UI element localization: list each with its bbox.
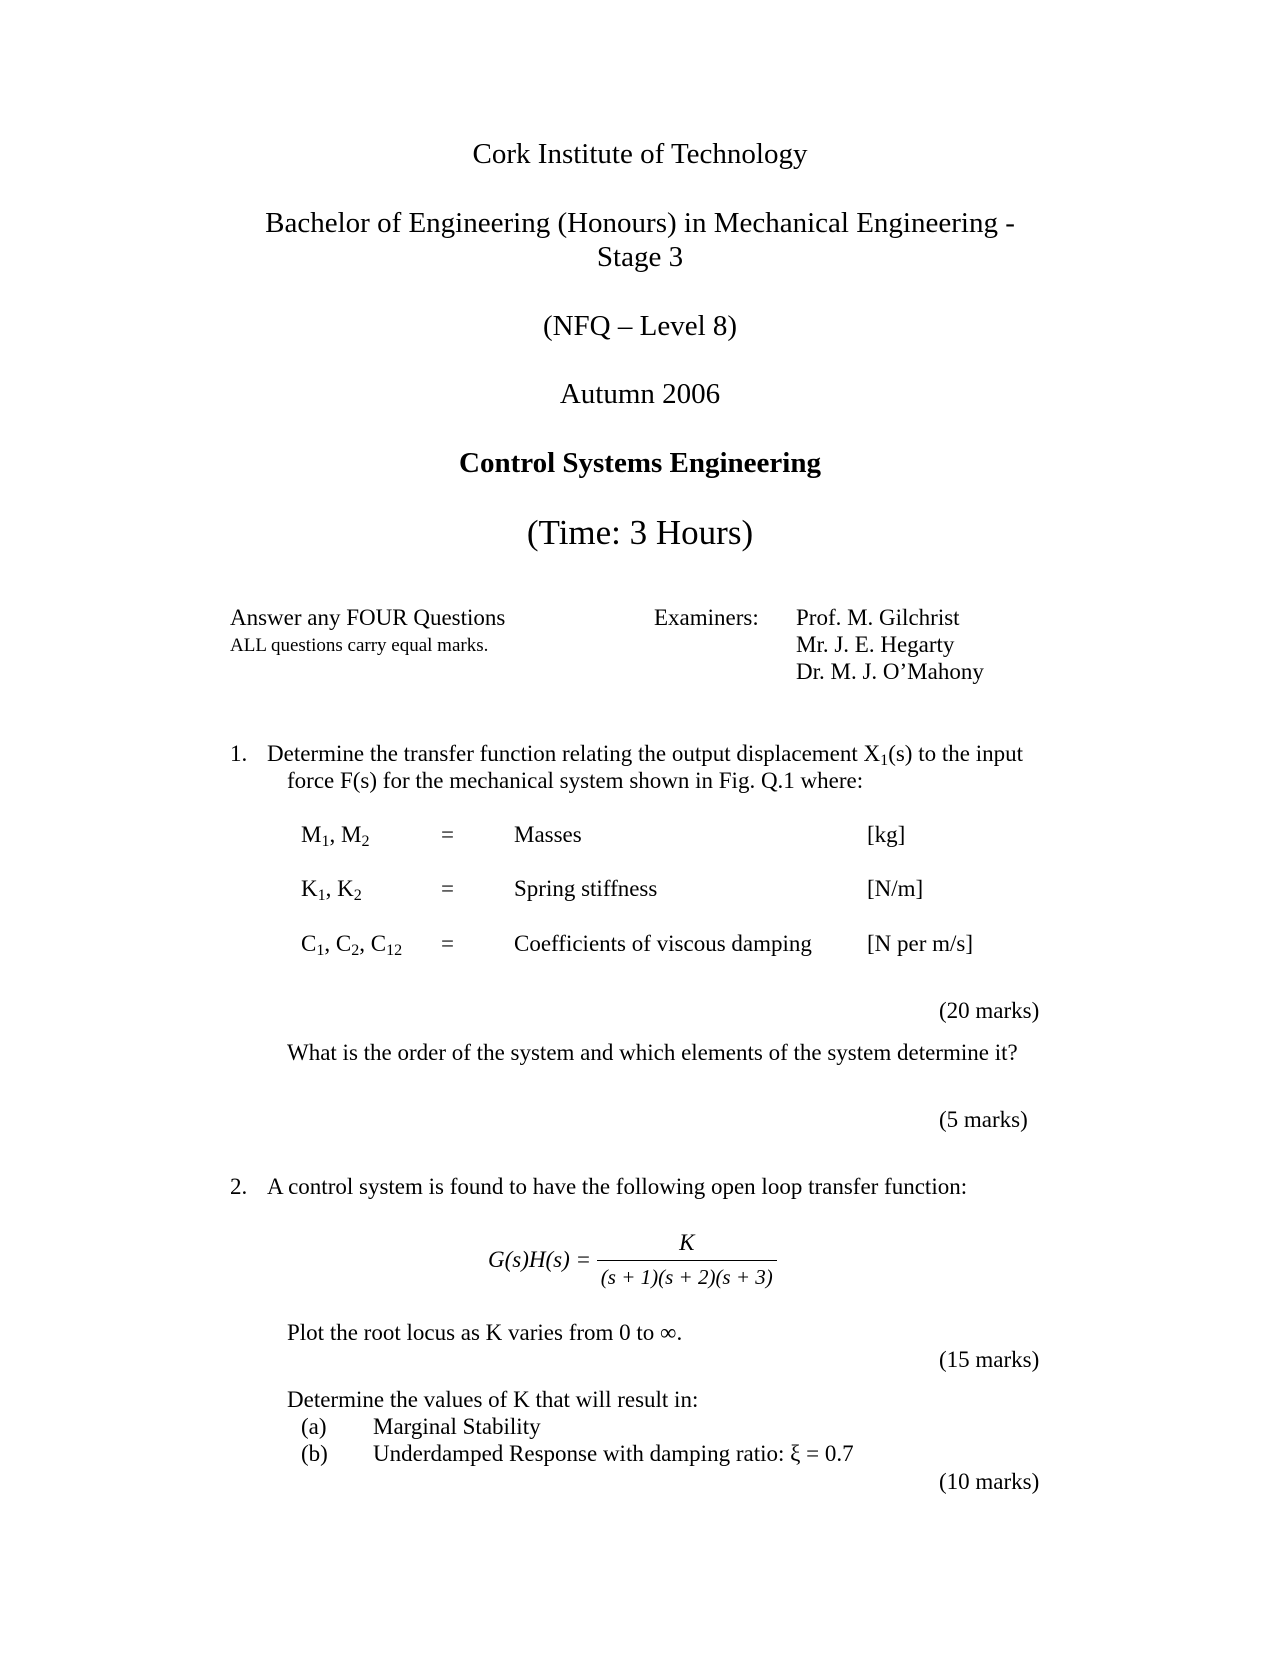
- table-cell-equals: =: [441, 931, 454, 956]
- table-cell-unit: [N per m/s]: [867, 931, 974, 956]
- table-cell-unit: [kg]: [867, 822, 906, 847]
- equation-denominator: (s + 1)(s + 2)(s + 3): [600, 1265, 773, 1289]
- question1-followup: What is the order of the system and which elements of the system determine it?: [287, 1040, 1018, 1065]
- question2-plot-instruction: Plot the root locus as K varies from 0 to ∞.: [287, 1320, 683, 1345]
- examiner-name: Prof. M. Gilchrist: [796, 605, 960, 630]
- part-label: (b): [301, 1441, 328, 1466]
- table-cell-description: Coefficients of viscous damping: [514, 931, 812, 956]
- exam-duration: (Time: 3 Hours): [526, 513, 754, 552]
- table-cell-unit: [N/m]: [867, 876, 924, 901]
- question-number: 2.: [230, 1174, 248, 1199]
- instructions-line1: Answer any FOUR Questions: [230, 605, 506, 630]
- table-cell-equals: =: [441, 876, 454, 901]
- question1-text-line1: Determine the transfer function relating the output displacement $X_1(s)$ to the input: [267, 741, 1023, 770]
- part-text: Marginal Stability: [373, 1414, 541, 1439]
- table-cell-symbol: $K_1$, $K_2$: [301, 876, 362, 905]
- question1-text-line2: force F(s) for the mechanical system shown in Fig. Q.1 where:: [287, 768, 864, 793]
- programme-title-line1: Bachelor of Engineering (Honours) in Mechanical Engineering -: [265, 207, 1015, 239]
- programme-title-line2: Stage 3: [596, 241, 684, 273]
- table-cell-symbol: $M_1$, $M_2$: [301, 822, 370, 851]
- part-label: (a): [301, 1414, 327, 1439]
- institution-title: Cork Institute of Technology: [472, 138, 808, 170]
- part-text: Underdamped Response with damping ratio: ξ = 0.7: [373, 1441, 854, 1466]
- nfq-level: (NFQ – Level 8): [542, 310, 738, 342]
- exam-session: Autumn 2006: [559, 378, 721, 410]
- equation-numerator: K: [597, 1230, 777, 1261]
- subject-title: Control Systems Engineering: [459, 447, 821, 479]
- equation-lhs: G(s)H(s) =: [488, 1247, 592, 1272]
- marks-label: (20 marks): [939, 998, 1040, 1023]
- table-cell-equals: =: [441, 822, 454, 847]
- instructions-line2: ALL questions carry equal marks.: [230, 635, 489, 656]
- marks-label: (5 marks): [939, 1107, 1028, 1132]
- marks-label: (10 marks): [939, 1469, 1040, 1494]
- table-cell-symbol: $C_1$, $C_2$, $C_{12}$: [301, 931, 403, 960]
- table-cell-description: Spring stiffness: [514, 876, 658, 901]
- table-cell-description: Masses: [514, 822, 582, 847]
- question-number: 1.: [230, 741, 248, 766]
- marks-label: (15 marks): [939, 1347, 1040, 1372]
- equation-fraction: [597, 1230, 777, 1290]
- examiners-label: Examiners:: [654, 605, 759, 630]
- question2-determine-text: Determine the values of K that will result in:: [287, 1387, 699, 1412]
- examiner-name: Mr. J. E. Hegarty: [796, 632, 955, 657]
- transfer-function-equation: [488, 1230, 777, 1290]
- question2-text: A control system is found to have the following open loop transfer function:: [267, 1174, 968, 1199]
- examiner-name: Dr. M. J. O’Mahony: [796, 659, 984, 684]
